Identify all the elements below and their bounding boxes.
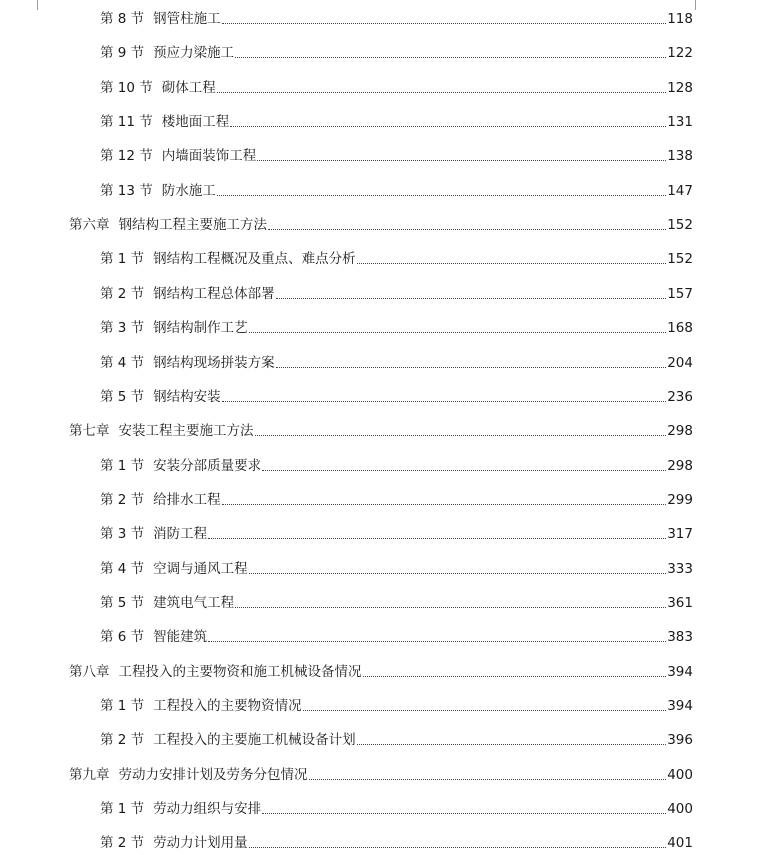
toc-dot-leader: [257, 159, 666, 161]
page-corner-mark-left: [27, 0, 38, 10]
toc-page-number: 333: [667, 560, 693, 577]
toc-entry-label: [100, 801, 261, 817]
toc-entry-title: 内墙面装饰工程: [161, 148, 257, 165]
toc-section-entry[interactable]: [100, 518, 693, 542]
toc-dot-leader: [208, 537, 666, 539]
toc-dot-leader: [222, 22, 667, 24]
toc-entry-label: [100, 114, 229, 130]
toc-entry-title: 空调与通风工程: [153, 560, 248, 577]
toc-page-number: 147: [667, 182, 693, 199]
toc-entry-title: 防水施工: [161, 182, 216, 199]
toc-dot-leader: [249, 331, 667, 333]
toc-entry-label: [100, 389, 221, 405]
toc-section-entry[interactable]: [100, 140, 693, 164]
toc-entry-label: [100, 251, 356, 267]
toc-entry-number: 第 1 节: [100, 251, 145, 268]
toc-page-number: 317: [667, 526, 693, 543]
toc-page-number: 131: [667, 114, 693, 131]
toc-page-number: 396: [667, 732, 693, 749]
toc-entry-label: [100, 458, 261, 474]
toc-entry-label: [100, 45, 234, 61]
toc-entry-title: 劳动力安排计划及劳务分包情况: [118, 766, 308, 783]
toc-page-number: 122: [667, 45, 693, 62]
toc-dot-leader: [230, 125, 666, 127]
toc-entry-number: 第 6 节: [100, 629, 145, 646]
toc-page-number: 152: [667, 251, 693, 268]
toc-dot-leader: [276, 366, 667, 368]
toc-page-number: 394: [667, 663, 693, 680]
toc-section-entry[interactable]: [100, 484, 693, 508]
toc-entry-label: [100, 80, 216, 96]
toc-entry-title: 钢结构工程概况及重点、难点分析: [153, 251, 356, 268]
toc-page-number: 299: [667, 491, 693, 508]
toc-entry-title: 劳动力计划用量: [153, 835, 248, 852]
toc-entry-label: [69, 664, 362, 680]
toc-entry-number: 第 4 节: [100, 354, 145, 371]
toc-entry-title: 钢结构工程主要施工方法: [118, 217, 267, 234]
toc-dot-leader: [249, 846, 667, 848]
toc-page-number: 138: [667, 148, 693, 165]
toc-section-entry[interactable]: [100, 587, 693, 611]
toc-entry-number: 第六章: [69, 217, 110, 234]
toc-page-number: 128: [667, 79, 693, 96]
toc-page-number: 400: [667, 801, 693, 818]
toc-entry-label: [100, 492, 221, 508]
toc-section-entry[interactable]: [100, 724, 693, 748]
toc-entry-number: 第 1 节: [100, 698, 145, 714]
toc-dot-leader: [235, 606, 666, 608]
toc-entry-label: [100, 183, 216, 199]
toc-entry-title: 砌体工程: [161, 79, 216, 96]
toc-dot-leader: [217, 91, 666, 93]
toc-page-number: 236: [667, 388, 693, 405]
toc-dot-leader: [363, 675, 667, 677]
toc-entry-label: [100, 732, 356, 748]
toc-entry-number: 第 5 节: [100, 388, 145, 405]
toc-dot-leader: [262, 812, 666, 814]
toc-section-entry[interactable]: [100, 72, 693, 96]
toc-entry-number: 第 4 节: [100, 560, 145, 577]
toc-page-number: 383: [667, 629, 693, 646]
toc-entry-number: 第 11 节: [100, 114, 153, 131]
toc-section-entry[interactable]: [100, 106, 693, 130]
toc-entry-number: 第 2 节: [100, 732, 145, 749]
toc-entry-title: 钢结构安装: [153, 388, 221, 405]
toc-entry-title: 预应力梁施工: [153, 45, 235, 62]
toc-page-number: 361: [667, 594, 693, 611]
toc-entry-label: [100, 320, 248, 336]
toc-entry-number: 第 2 节: [100, 491, 145, 508]
toc-dot-leader: [357, 743, 667, 745]
page-corner-mark-right: [695, 0, 706, 10]
toc-section-entry[interactable]: [100, 243, 693, 267]
toc-chapter-entry[interactable]: [69, 415, 693, 439]
toc-dot-leader: [222, 400, 667, 402]
toc-entry-number: 第 12 节: [100, 148, 153, 165]
toc-section-entry[interactable]: [100, 381, 693, 405]
toc-section-entry[interactable]: [100, 793, 693, 817]
toc-entry-label: [100, 148, 256, 164]
toc-entry-title: 建筑电气工程: [153, 594, 235, 611]
toc-entry-title: 钢结构制作工艺: [153, 320, 248, 337]
toc-dot-leader: [217, 194, 666, 196]
toc-entry-label: [69, 767, 308, 783]
toc-page-number: 298: [667, 423, 693, 440]
toc-section-entry[interactable]: [100, 553, 693, 577]
toc-entry-title: 给排水工程: [153, 491, 221, 508]
toc-page-number: 401: [667, 835, 693, 852]
toc-entry-title: 智能建筑: [153, 629, 208, 646]
toc-entry-number: 第 3 节: [100, 320, 145, 337]
toc-chapter-entry[interactable]: [69, 656, 693, 680]
toc-entry-label: [100, 595, 234, 611]
toc-entry-label: [100, 286, 275, 302]
toc-entry-number: 第 3 节: [100, 526, 145, 543]
toc-entry-title: 楼地面工程: [161, 114, 230, 131]
toc-section-entry[interactable]: [100, 827, 693, 851]
toc-entry-title: 消防工程: [153, 526, 208, 543]
toc-entry-title: 钢管柱施工: [153, 11, 221, 27]
toc-page-number: 204: [667, 354, 693, 371]
toc-section-entry[interactable]: [100, 3, 693, 27]
toc-entry-title: 劳动力组织与安排: [153, 801, 262, 818]
toc-section-entry[interactable]: [100, 175, 693, 199]
toc-dot-leader: [222, 503, 667, 505]
toc-entry-number: 第 8 节: [100, 11, 145, 27]
toc-entry-number: 第 5 节: [100, 594, 145, 611]
toc-entry-label: [100, 698, 302, 714]
toc-section-entry[interactable]: [100, 621, 693, 645]
toc-entry-number: 第七章: [69, 423, 110, 440]
toc-page-number: 394: [667, 698, 693, 714]
toc-page-number: 168: [667, 320, 693, 337]
toc-dot-leader: [255, 434, 667, 436]
toc-entry-number: 第 2 节: [100, 285, 145, 302]
toc-dot-leader: [303, 709, 667, 711]
toc-page-number: 298: [667, 457, 693, 474]
toc-entry-label: [100, 629, 207, 645]
toc-entry-label: [69, 217, 267, 233]
toc-section-entry[interactable]: [100, 312, 693, 336]
toc-entry-label: [100, 526, 207, 542]
toc-entry-title: 安装工程主要施工方法: [118, 423, 254, 440]
toc-entry-number: 第八章: [69, 663, 110, 680]
toc-dot-leader: [357, 262, 667, 264]
toc-entry-number: 第 13 节: [100, 182, 153, 199]
toc-dot-leader: [276, 297, 667, 299]
toc-entry-title: 钢结构工程总体部署: [153, 285, 275, 302]
toc-entry-title: 钢结构现场拼装方案: [153, 354, 275, 371]
toc-entry-number: 第九章: [69, 766, 110, 783]
toc-dot-leader: [309, 778, 667, 780]
toc-entry-number: 第 1 节: [100, 457, 145, 474]
toc-page-number: 400: [667, 766, 693, 783]
toc-section-entry[interactable]: [100, 37, 693, 61]
toc-page-number: 118: [667, 11, 693, 27]
toc-entry-label: [69, 423, 254, 439]
toc-entry-title: 工程投入的主要物资情况: [153, 698, 302, 714]
toc-entry-label: [100, 11, 221, 27]
toc-section-entry[interactable]: [100, 278, 693, 302]
toc-page-number: 152: [667, 217, 693, 234]
toc-entry-title: 工程投入的主要物资和施工机械设备情况: [118, 663, 362, 680]
toc-entry-number: 第 9 节: [100, 45, 145, 62]
toc-section-entry[interactable]: [100, 450, 693, 474]
toc-chapter-entry[interactable]: [69, 759, 693, 783]
toc-dot-leader: [235, 56, 666, 58]
toc-dot-leader: [268, 228, 666, 230]
toc-page-number: 157: [667, 285, 693, 302]
toc-dot-leader: [262, 469, 666, 471]
toc-entry-number: 第 10 节: [100, 79, 153, 96]
toc-entry-label: [100, 561, 248, 577]
toc-entry-number: 第 1 节: [100, 801, 145, 818]
toc-entry-label: [100, 835, 248, 851]
toc-dot-leader: [208, 640, 666, 642]
toc-dot-leader: [249, 572, 667, 574]
toc-section-entry[interactable]: [100, 690, 693, 714]
toc-section-entry[interactable]: [100, 347, 693, 371]
toc-entry-number: 第 2 节: [100, 835, 145, 852]
toc-entry-label: [100, 355, 275, 371]
toc-entry-title: 安装分部质量要求: [153, 457, 262, 474]
toc-chapter-entry[interactable]: [69, 209, 693, 233]
toc-entry-title: 工程投入的主要施工机械设备计划: [153, 732, 356, 749]
